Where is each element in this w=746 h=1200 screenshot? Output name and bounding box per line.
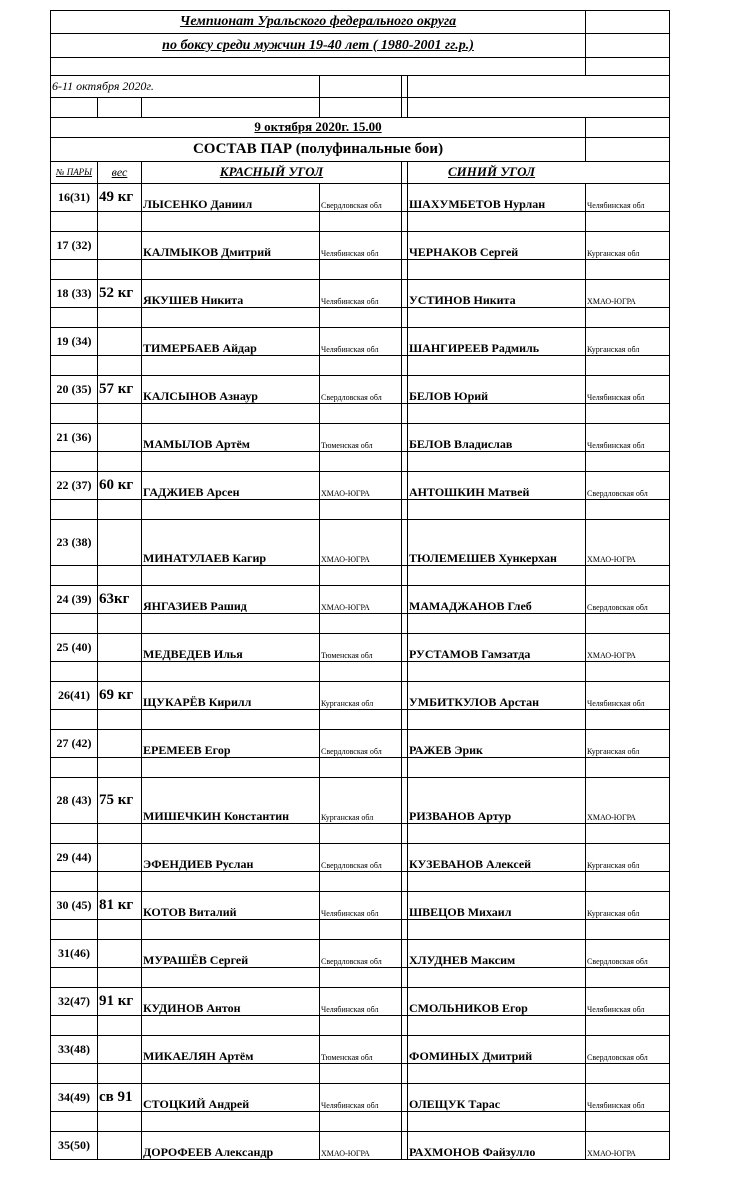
red-corner-region: Челябинская обл <box>320 1084 402 1112</box>
blue-corner-header: СИНИЙ УГОЛ <box>408 162 670 184</box>
pair-number: 18 (33) <box>51 280 98 308</box>
red-corner-boxer: МИКАЕЛЯН Артём <box>142 1036 320 1064</box>
weight-class: 91 кг <box>98 988 142 1016</box>
weight-header: вес <box>98 162 142 184</box>
spacer-row <box>51 566 670 586</box>
red-corner-region: Челябинская обл <box>320 232 402 260</box>
pair-number: 34(49) <box>51 1084 98 1112</box>
bout-row <box>51 778 670 824</box>
weight-class: 49 кг <box>98 184 142 212</box>
blue-corner-boxer: ЧЕРНАКОВ Сергей <box>408 232 586 260</box>
spacer-row <box>51 872 670 892</box>
red-corner-region: Свердловская обл <box>320 730 402 758</box>
bout-row <box>51 520 670 566</box>
red-corner-region: Свердловская обл <box>320 844 402 872</box>
spacer-row <box>51 260 670 280</box>
red-corner-boxer: ЭФЕНДИЕВ Руслан <box>142 844 320 872</box>
pair-number: 21 (36) <box>51 424 98 452</box>
bout-row <box>51 586 670 614</box>
pair-number: 33(48) <box>51 1036 98 1064</box>
spacer-row <box>51 452 670 472</box>
red-corner-boxer: ЯНГАЗИЕВ Рашид <box>142 586 320 614</box>
weight-class <box>98 844 142 872</box>
weight-class <box>98 328 142 356</box>
pair-number: 35(50) <box>51 1132 98 1160</box>
pair-number: 23 (38) <box>51 520 98 566</box>
blue-corner-boxer: МАМАДЖАНОВ Глеб <box>408 586 586 614</box>
pair-number: 20 (35) <box>51 376 98 404</box>
pair-number: 26(41) <box>51 682 98 710</box>
red-corner-boxer: КОТОВ Виталий <box>142 892 320 920</box>
bout-row <box>51 424 670 452</box>
weight-class <box>98 1036 142 1064</box>
red-corner-boxer: ТИМЕРБАЕВ Айдар <box>142 328 320 356</box>
championship-title: Чемпионат Уральского федерального округа <box>51 11 586 34</box>
pair-number-header: № ПАРЫ <box>51 162 98 184</box>
blue-corner-boxer: ШАХУМБЕТОВ Нурлан <box>408 184 586 212</box>
spacer-row <box>51 1112 670 1132</box>
red-corner-boxer: КАЛСЫНОВ Азнаур <box>142 376 320 404</box>
weight-class <box>98 1132 142 1160</box>
blue-corner-region: Челябинская обл <box>586 988 670 1016</box>
bout-row <box>51 892 670 920</box>
red-corner-region: ХМАО-ЮГРА <box>320 586 402 614</box>
pair-number: 24 (39) <box>51 586 98 614</box>
blue-corner-region: Курганская обл <box>586 730 670 758</box>
spacer-row <box>51 614 670 634</box>
blue-corner-region: Челябинская обл <box>586 682 670 710</box>
spacer-row <box>51 710 670 730</box>
bout-row <box>51 328 670 356</box>
blue-corner-boxer: ТЮЛЕМЕШЕВ Хункерхан <box>408 520 586 566</box>
blue-corner-boxer: РИЗВАНОВ Артур <box>408 778 586 824</box>
blue-corner-region: ХМАО-ЮГРА <box>586 1132 670 1160</box>
bout-row <box>51 940 670 968</box>
pair-number: 28 (43) <box>51 778 98 824</box>
spacer-row <box>51 212 670 232</box>
pair-number: 29 (44) <box>51 844 98 872</box>
red-corner-boxer: ЩУКАРЁВ Кирилл <box>142 682 320 710</box>
spacer-row <box>51 758 670 778</box>
bout-row <box>51 634 670 662</box>
blue-corner-region: ХМАО-ЮГРА <box>586 634 670 662</box>
bout-row <box>51 472 670 500</box>
red-corner-region: Челябинская обл <box>320 328 402 356</box>
bout-row <box>51 184 670 212</box>
blue-corner-boxer: УСТИНОВ Никита <box>408 280 586 308</box>
blue-corner-region: Челябинская обл <box>586 424 670 452</box>
blue-corner-boxer: ШАНГИРЕЕВ Радмиль <box>408 328 586 356</box>
bout-row <box>51 280 670 308</box>
weight-class <box>98 634 142 662</box>
red-corner-boxer: ГАДЖИЕВ Арсен <box>142 472 320 500</box>
event-dates: 6-11 октября 2020г. <box>51 76 320 98</box>
blue-corner-region: Свердловская обл <box>586 1036 670 1064</box>
red-corner-region: Тюменская обл <box>320 424 402 452</box>
blue-corner-region: ХМАО-ЮГРА <box>586 778 670 824</box>
weight-class <box>98 424 142 452</box>
blue-corner-boxer: ХЛУДНЕВ Максим <box>408 940 586 968</box>
blue-corner-boxer: БЕЛОВ Юрий <box>408 376 586 404</box>
pair-number: 27 (42) <box>51 730 98 758</box>
spacer-row <box>51 968 670 988</box>
red-corner-boxer: ДОРОФЕЕВ Александр <box>142 1132 320 1160</box>
weight-class: 57 кг <box>98 376 142 404</box>
bout-row <box>51 844 670 872</box>
pair-number: 25 (40) <box>51 634 98 662</box>
red-corner-region: Курганская обл <box>320 682 402 710</box>
pair-number: 19 (34) <box>51 328 98 356</box>
red-corner-region: Челябинская обл <box>320 280 402 308</box>
blue-corner-region: Курганская обл <box>586 328 670 356</box>
pair-number: 22 (37) <box>51 472 98 500</box>
spacer-row <box>51 1064 670 1084</box>
bout-row <box>51 1084 670 1112</box>
pair-number: 17 (32) <box>51 232 98 260</box>
blue-corner-region: Курганская обл <box>586 892 670 920</box>
blue-corner-boxer: ФОМИНЫХ Дмитрий <box>408 1036 586 1064</box>
blue-corner-boxer: ШВЕЦОВ Михаил <box>408 892 586 920</box>
red-corner-boxer: МИШЕЧКИН Константин <box>142 778 320 824</box>
red-corner-boxer: ЕРЕМЕЕВ Егор <box>142 730 320 758</box>
red-corner-boxer: МУРАШЁВ Сергей <box>142 940 320 968</box>
weight-class: 52 кг <box>98 280 142 308</box>
bout-row <box>51 1132 670 1160</box>
blue-corner-boxer: АНТОШКИН Матвей <box>408 472 586 500</box>
spacer-row <box>51 500 670 520</box>
weight-class: 60 кг <box>98 472 142 500</box>
weight-class: 81 кг <box>98 892 142 920</box>
championship-subtitle: по боксу среди мужчин 19-40 лет ( 1980-2001 гг.р.) <box>51 34 586 58</box>
spacer-row <box>51 356 670 376</box>
pair-number: 31(46) <box>51 940 98 968</box>
blue-corner-boxer: БЕЛОВ Владислав <box>408 424 586 452</box>
spacer-row <box>51 404 670 424</box>
weight-class: 63кг <box>98 586 142 614</box>
blue-corner-region: Челябинская обл <box>586 376 670 404</box>
bout-row <box>51 682 670 710</box>
red-corner-region: Свердловская обл <box>320 940 402 968</box>
pair-number: 16(31) <box>51 184 98 212</box>
bout-row <box>51 376 670 404</box>
blue-corner-region: Курганская обл <box>586 844 670 872</box>
spacer-row <box>51 824 670 844</box>
blue-corner-region: Челябинская обл <box>586 184 670 212</box>
spacer-row <box>51 1016 670 1036</box>
red-corner-region: Челябинская обл <box>320 988 402 1016</box>
weight-class <box>98 940 142 968</box>
session-datetime: 9 октября 2020г. 15.00 <box>51 118 586 138</box>
blue-corner-boxer: ОЛЕЩУК Тарас <box>408 1084 586 1112</box>
weight-class <box>98 232 142 260</box>
red-corner-boxer: КУДИНОВ Антон <box>142 988 320 1016</box>
red-corner-region: Челябинская обл <box>320 892 402 920</box>
red-corner-region: ХМАО-ЮГРА <box>320 472 402 500</box>
red-corner-boxer: МАМЫЛОВ Артём <box>142 424 320 452</box>
red-corner-boxer: КАЛМЫКОВ Дмитрий <box>142 232 320 260</box>
red-corner-region: Свердловская обл <box>320 184 402 212</box>
red-corner-boxer: МЕДВЕДЕВ Илья <box>142 634 320 662</box>
spacer-row <box>51 662 670 682</box>
weight-class <box>98 520 142 566</box>
blue-corner-region: Курганская обл <box>586 232 670 260</box>
blue-corner-region: ХМАО-ЮГРА <box>586 280 670 308</box>
blue-corner-boxer: КУЗЕВАНОВ Алексей <box>408 844 586 872</box>
blue-corner-region: Челябинская обл <box>586 1084 670 1112</box>
red-corner-boxer: ЛЫСЕНКО Даниил <box>142 184 320 212</box>
weight-class: 69 кг <box>98 682 142 710</box>
pair-number: 32(47) <box>51 988 98 1016</box>
bout-row <box>51 232 670 260</box>
spacer-row <box>51 920 670 940</box>
blue-corner-boxer: РАЖЕВ Эрик <box>408 730 586 758</box>
red-corner-boxer: МИНАТУЛАЕВ Кагир <box>142 520 320 566</box>
red-corner-boxer: СТОЦКИЙ Андрей <box>142 1084 320 1112</box>
red-corner-region: ХМАО-ЮГРА <box>320 520 402 566</box>
red-corner-region: ХМАО-ЮГРА <box>320 1132 402 1160</box>
red-corner-boxer: ЯКУШЕВ Никита <box>142 280 320 308</box>
red-corner-header: КРАСНЫЙ УГОЛ <box>142 162 402 184</box>
bout-row <box>51 730 670 758</box>
blue-corner-region: Свердловская обл <box>586 586 670 614</box>
red-corner-region: Тюменская обл <box>320 1036 402 1064</box>
blue-corner-boxer: УМБИТКУЛОВ Арстан <box>408 682 586 710</box>
red-corner-region: Курганская обл <box>320 778 402 824</box>
bout-sheet <box>50 10 670 1160</box>
blue-corner-region: Свердловская обл <box>586 472 670 500</box>
blue-corner-boxer: СМОЛЬНИКОВ Егор <box>408 988 586 1016</box>
weight-class: св 91 <box>98 1084 142 1112</box>
blue-corner-region: Свердловская обл <box>586 940 670 968</box>
bout-row <box>51 1036 670 1064</box>
red-corner-region: Тюменская обл <box>320 634 402 662</box>
pair-number: 30 (45) <box>51 892 98 920</box>
weight-class <box>98 730 142 758</box>
blue-corner-region: ХМАО-ЮГРА <box>586 520 670 566</box>
blue-corner-boxer: РУСТАМОВ Гамзатда <box>408 634 586 662</box>
pairs-title: СОСТАВ ПАР (полуфинальные бои) <box>51 138 586 162</box>
bout-row <box>51 988 670 1016</box>
blue-corner-boxer: РАХМОНОВ Файзулло <box>408 1132 586 1160</box>
red-corner-region: Свердловская обл <box>320 376 402 404</box>
spacer-row <box>51 308 670 328</box>
weight-class: 75 кг <box>98 778 142 824</box>
